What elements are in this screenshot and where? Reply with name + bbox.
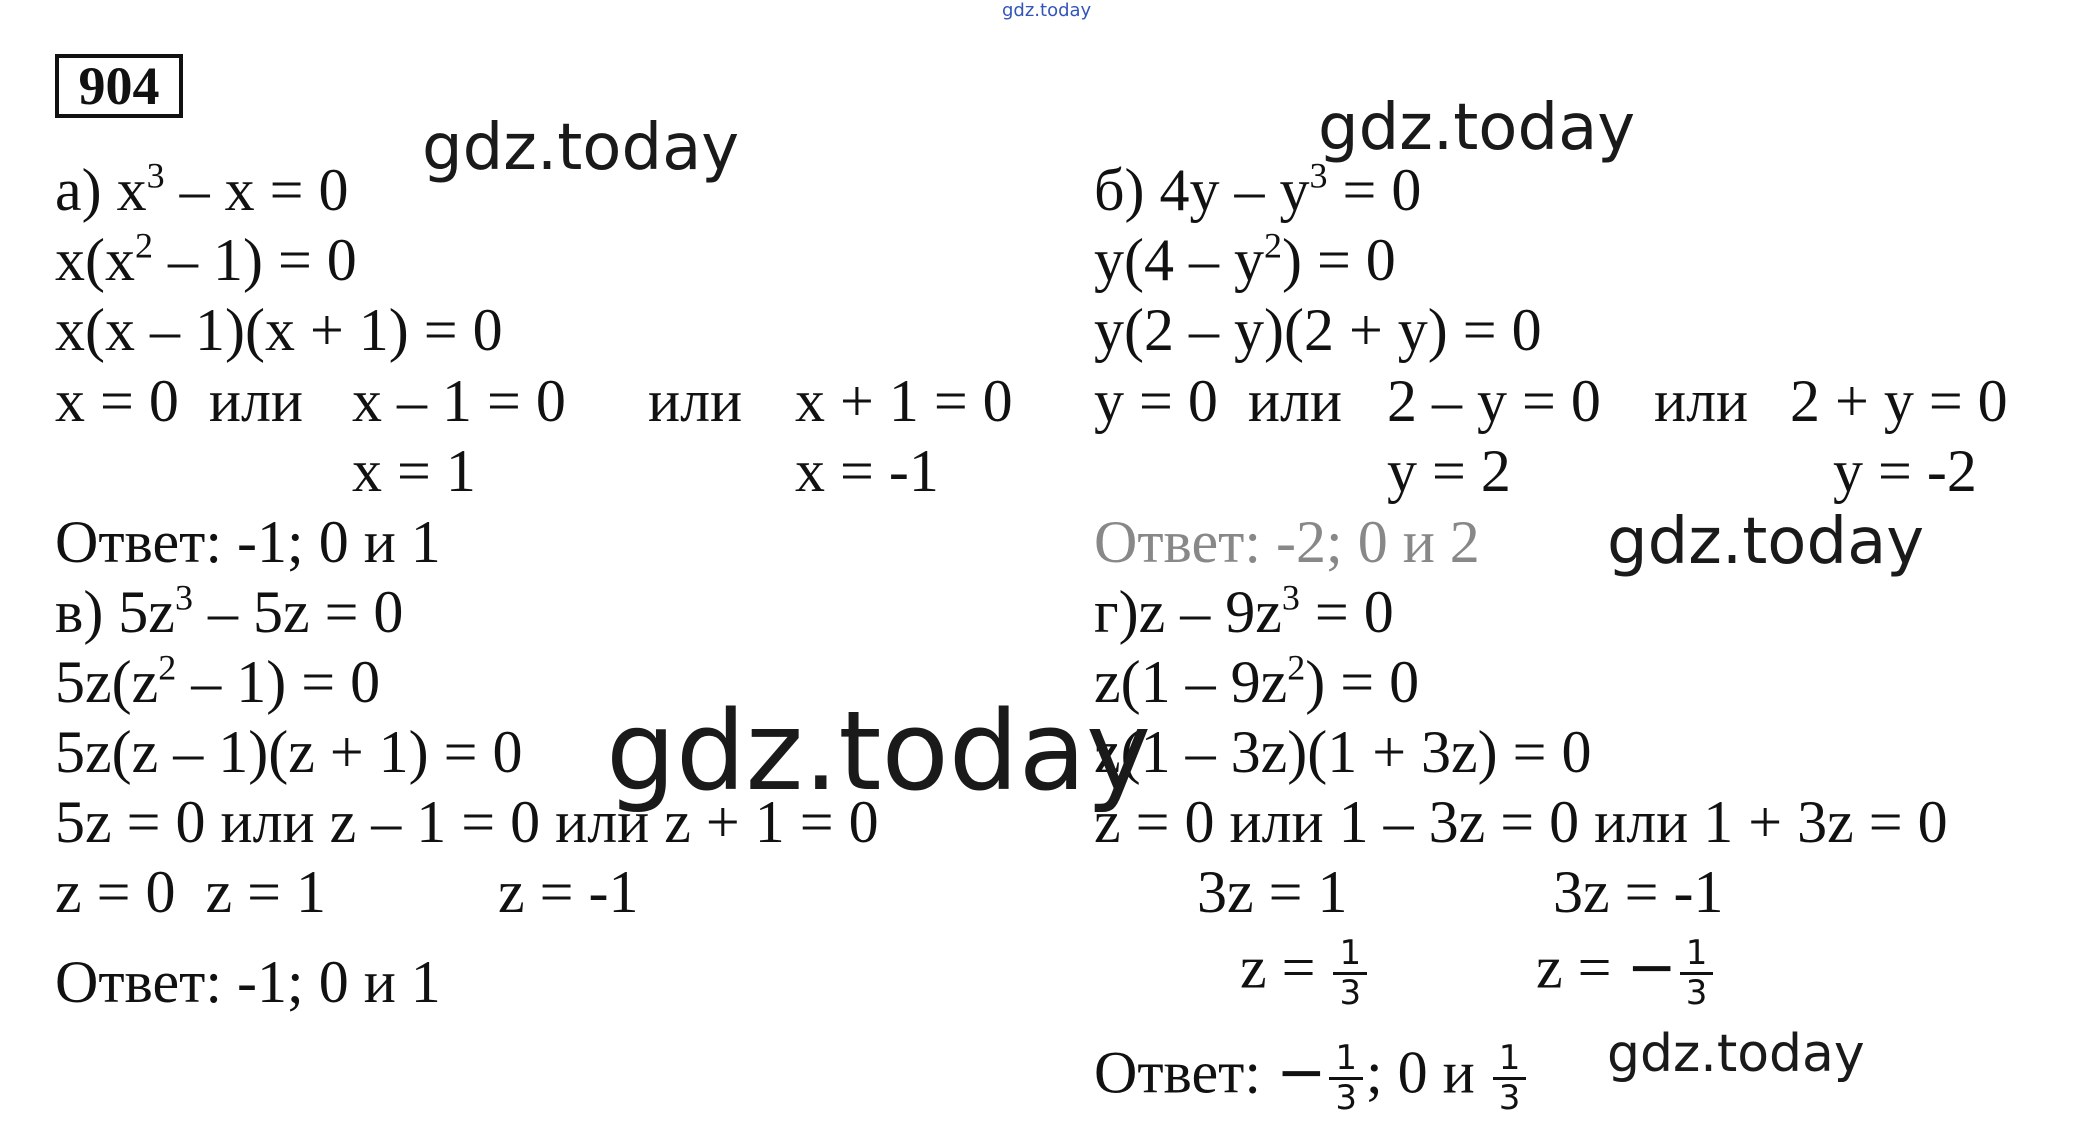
fraction-numerator: 1 <box>1493 1040 1527 1080</box>
v-equation-1 <box>55 577 404 645</box>
a-eq2-exp: 2 <box>134 225 153 266</box>
fraction-numerator: 1 <box>1680 935 1714 975</box>
watermark-3: gdz.today <box>1607 505 1925 579</box>
g-eq2-post: ) = 0 <box>1305 649 1420 715</box>
g-eq2-pre: z(1 – 9z <box>1094 649 1288 715</box>
a-case-2: x – 1 = 0 <box>352 368 566 434</box>
v-eq1-pre: в) 5z <box>55 579 175 645</box>
v-eq2-pre: 5z(z <box>55 649 159 715</box>
b-eq1-pre: б) 4y – y <box>1094 157 1310 223</box>
b-equation-1 <box>1094 155 1422 223</box>
g-eq1-post: = 0 <box>1299 579 1394 645</box>
g-equation-3: z(1 – 3z)(1 + 3z) = 0 <box>1094 719 1592 785</box>
v-eq1-exp: 3 <box>174 577 193 618</box>
fraction-denominator: 3 <box>1335 1078 1357 1119</box>
b-eq2-pre: y(4 – y <box>1094 227 1264 293</box>
a-equation-3: x(x – 1)(x + 1) = 0 <box>55 297 503 363</box>
v-cases: 5z = 0 или z – 1 = 0 или z + 1 = 0 <box>55 789 879 855</box>
watermark-2: gdz.today <box>1318 91 1636 165</box>
g-solution-2 <box>1240 935 1370 1013</box>
fraction-numerator: 1 <box>1329 1040 1363 1080</box>
b-or-2: или <box>1654 368 1749 434</box>
g-sol3-prefix: z = <box>1536 934 1627 1001</box>
watermark-5: gdz.today <box>1607 1024 1865 1084</box>
g-sol2-fraction <box>1333 935 1367 1013</box>
b-equation-2 <box>1094 225 1396 293</box>
g-answer <box>1094 1037 1529 1119</box>
fraction-denominator: 3 <box>1498 1078 1521 1119</box>
a-case-1: x = 0 или <box>55 368 303 434</box>
g-sol3-fraction <box>1680 935 1714 1013</box>
v-solution-3: z = -1 <box>498 859 639 925</box>
g-solution-3 <box>1536 932 1716 1014</box>
b-case-2: 2 – y = 0 <box>1387 368 1601 434</box>
v-eq2-post: – 1) = 0 <box>176 649 381 715</box>
minus-sign: − <box>1276 1037 1327 1108</box>
b-answer: Ответ: -2; 0 и 2 <box>1094 509 1480 575</box>
v-equation-2 <box>55 647 381 715</box>
g-answer-fraction-2 <box>1493 1040 1527 1118</box>
a-answer: Ответ: -1; 0 и 1 <box>55 509 441 575</box>
b-case-3: 2 + y = 0 <box>1790 368 2008 434</box>
g-equation-1 <box>1094 577 1394 645</box>
g-sol2-prefix: z = <box>1240 934 1331 1001</box>
problem-number: 904 <box>55 54 183 118</box>
g-answer-mid: ; 0 и <box>1365 1039 1490 1106</box>
b-eq1-post: = 0 <box>1327 157 1422 223</box>
fraction-denominator: 3 <box>1685 973 1708 1014</box>
a-solution-3: x = -1 <box>795 438 939 504</box>
watermark-top: gdz.today <box>1002 0 1092 21</box>
a-solution-2: x = 1 <box>352 438 476 504</box>
v-eq1-post: – 5z = 0 <box>192 579 404 645</box>
b-eq2-exp: 2 <box>1263 225 1282 266</box>
fraction-numerator: 1 <box>1333 935 1367 975</box>
g-cases: z = 0 или 1 – 3z = 0 или 1 + 3z = 0 <box>1094 789 1948 855</box>
b-case-1: y = 0 или <box>1094 368 1342 434</box>
a-eq1-pre: а) x <box>55 157 147 223</box>
b-eq2-post: ) = 0 <box>1281 227 1396 293</box>
a-eq2-post: – 1) = 0 <box>152 227 357 293</box>
a-equation-1 <box>55 155 349 223</box>
g-eq1-exp: 3 <box>1281 577 1300 618</box>
a-eq1-exp: 3 <box>146 155 165 196</box>
v-answer: Ответ: -1; 0 и 1 <box>55 949 441 1015</box>
g-answer-prefix: Ответ: <box>1094 1039 1277 1106</box>
g-step-3: 3z = -1 <box>1553 859 1724 925</box>
v-eq2-exp: 2 <box>158 647 177 688</box>
b-solution-2: y = 2 <box>1387 438 1511 504</box>
g-step-2: 3z = 1 <box>1197 859 1348 925</box>
g-answer-fraction-1 <box>1329 1040 1363 1118</box>
a-case-3: x + 1 = 0 <box>795 368 1013 434</box>
a-eq2-pre: x(x <box>55 227 135 293</box>
g-eq2-exp: 2 <box>1287 647 1306 688</box>
v-solution-1: z = 0 z = 1 <box>55 859 326 925</box>
v-equation-3: 5z(z – 1)(z + 1) = 0 <box>55 719 523 785</box>
watermark-1: gdz.today <box>422 111 740 185</box>
a-or-2: или <box>648 368 743 434</box>
fraction-denominator: 3 <box>1339 973 1362 1014</box>
minus-sign: − <box>1626 932 1677 1003</box>
watermark-4: gdz.today <box>606 687 1152 815</box>
g-eq1-pre: г)z – 9z <box>1094 579 1282 645</box>
b-equation-3: y(2 – y)(2 + y) = 0 <box>1094 297 1542 363</box>
a-equation-2 <box>55 225 357 293</box>
b-eq1-exp: 3 <box>1309 155 1328 196</box>
b-solution-3: y = -2 <box>1833 438 1977 504</box>
a-eq1-post: – x = 0 <box>164 157 349 223</box>
